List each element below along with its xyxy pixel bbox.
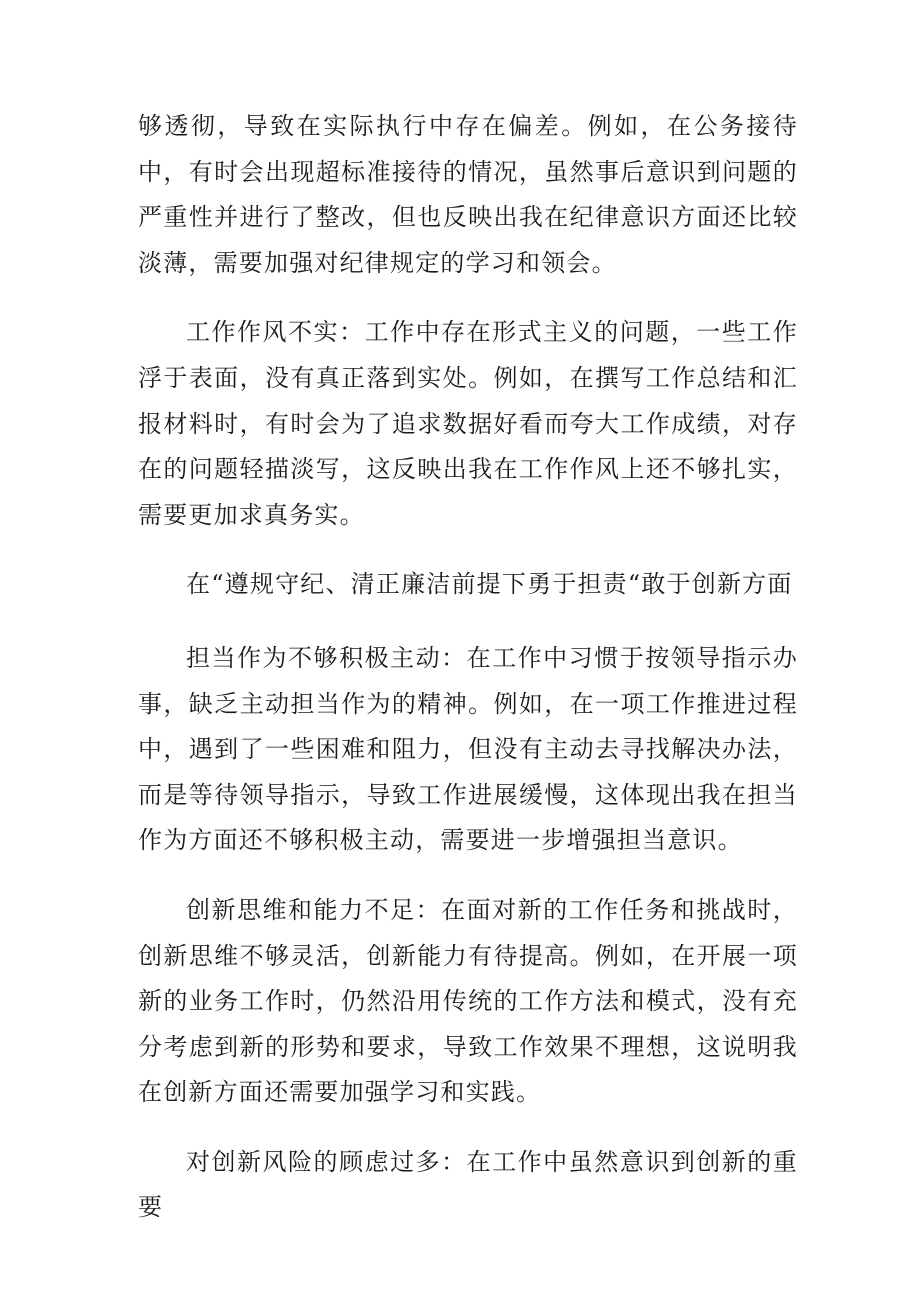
paragraph-innovation-risk: 对创新风险的顾虑过多：在工作中虽然意识到创新的重要: [138, 1147, 798, 1222]
paragraph-work-style: 工作作风不实：工作中存在形式主义的问题，一些工作浮于表面，没有真正落到实处。例如，在撰写工作总结和汇报材料时，有时会为了追求数据好看而夸大工作成绩，对存在的问题轻描淡写，这反映出我在工作作风上还不够扎实，需要更加求真务实。: [138, 318, 798, 529]
document-page: [138, 104, 798, 1255]
paragraph-discipline-awareness: 够透彻，导致在实际执行中存在偏差。例如，在公务接待中，有时会出现超标准接待的情况，虽然事后意识到问题的严重性并进行了整改，但也反映出我在纪律意识方面还比较淡薄，需要加强对纪律规定的学习和领会。: [138, 112, 798, 277]
paragraph-innovation-ability: 创新思维和能力不足：在面对新的工作任务和挑战时，创新思维不够灵活，创新能力有待提高。例如，在开展一项新的业务工作时，仍然沿用传统的工作方法和模式，没有充分考虑到新的形势和要求，导致工作效果不理想，这说明我在创新方面还需要加强学习和实践。: [138, 895, 798, 1107]
section-heading-innovation: 在“遵规守纪、清正廉洁前提下勇于担责“敢于创新方面: [186, 570, 793, 599]
paragraph-responsibility: 担当作为不够积极主动：在工作中习惯于按领导指示办事，缺乏主动担当作为的精神。例如，在一项工作推进过程中，遇到了一些困难和阻力，但没有主动去寻找解决办法，而是等待领导指示，导致工作进展缓慢，这体现出我在担当作为方面还不够积极主动，需要进一步增强担当意识。: [138, 643, 798, 855]
